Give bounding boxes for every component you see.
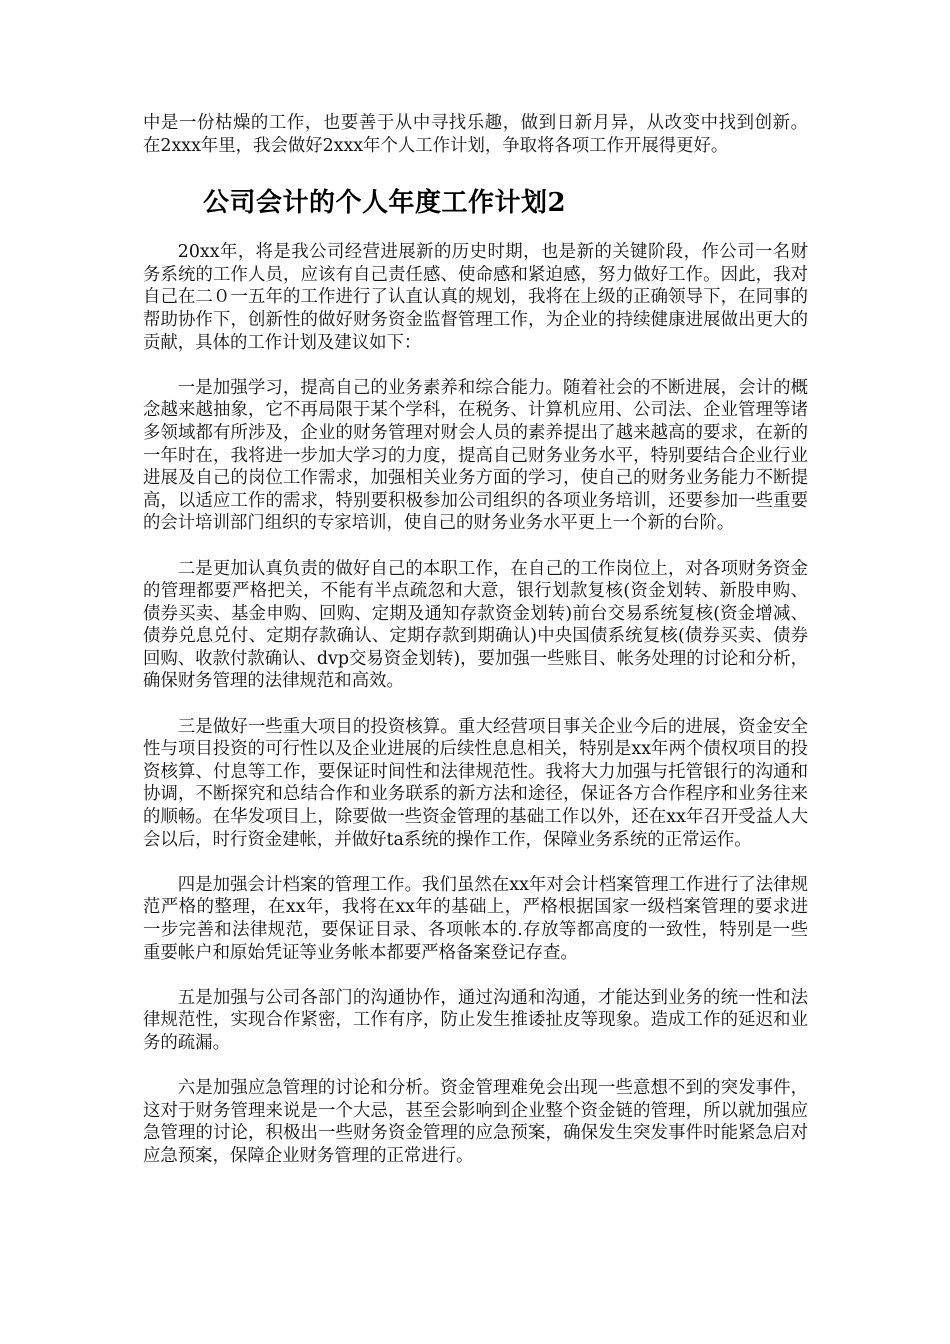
- document-page: [143, 112, 808, 1168]
- intro-paragraph: 中是一份枯燥的工作，也要善于从中寻找乐趣，做到日新月异，从改变中找到创新。 在2xxx年里，我会做好2xxx年个人工作计划，争取将各项工作开展得更好。: [143, 113, 808, 156]
- paragraph-item-3: 三是做好一些重大项目的投资核算。重大经营项目事关企业今后的进展，资金安全性与项目投资的可行性以及企业进展的后续性息息相关，特别是xx年两个债权项目的投资核算、付息等工作，要保证时间性和法律规范性。我将大力加强与托管银行的沟通和协调，不断探究和总结合作和业务联系的新方法和途径，保证各方合作程序和业务往来的顺畅。在华发项目上，除要做一些资金管理的基础工作以外，还在xx年召开受益人大会以后，时行资金建帐，并做好ta系统的操作工作，保障业务系统的正常运作。: [143, 716, 808, 850]
- paragraph-item-2: 二是更加认真负责的做好自己的本职工作，在自己的工作岗位上，对各项财务资金的管理都要严格把关，不能有半点疏忽和大意，银行划款复核(资金划转、新股申购、债券买卖、基金申购、回购、定期及通知存款资金划转)前台交易系统复核(资金增减、债券兑息兑付、定期存款确认、定期存款到期确认)中央国债系统复核(债券买卖、债券回购、收款付款确认、dvp交易资金划转)，要加强一些账目、帐务处理的讨论和分析，确保财务管理的法律规范和高效。: [143, 558, 808, 692]
- paragraph-item-5: 五是加强与公司各部门的沟通协作，通过沟通和沟通，才能达到业务的统一性和法律规范性，实现合作紧密，工作有序，防止发生推诿扯皮等现象。造成工作的延迟和业务的疏漏。: [143, 987, 808, 1053]
- paragraph-item-4: 四是加强会计档案的管理工作。我们虽然在xx年对会计档案管理工作进行了法律规范严格的整理，在xx年，我将在xx年的基础上，严格根据国家一级档案管理的要求进一步完善和法律规范，要保证目录、各项帐本的.存放等都高度的一致性，特别是一些重要帐户和原始凭证等业务帐本都要严格备案登记存查。: [143, 874, 808, 963]
- paragraph-item-6: 六是加强应急管理的讨论和分析。资金管理难免会出现一些意想不到的突发事件，这对于财务管理来说是一个大忌，甚至会影响到企业整个资金链的管理，所以就加强应急管理的讨论，积极出一些财务资金管理的应急预案，确保发生突发事件时能紧急启对应急预案，保障企业财务管理的正常进行。: [143, 1078, 808, 1166]
- paragraph-item-1: 一是加强学习，提高自己的业务素养和综合能力。随着社会的不断进展，会计的概念越来越抽象，它不再局限于某个学科，在税务、计算机应用、公司法、企业管理等诸多领域都有所涉及，企业的财务管理对财会人员的素养提出了越来越高的要求，在新的一年时在，我将进一步加大学习的力度，提高自己财务业务水平，特别要结合企业行业进展及自己的岗位工作需求，加强相关业务方面的学习，使自己的财务业务能力不断提高，以适应工作的需求，特别要积极参加公司组织的各项业务培训，还要参加一些重要的会计培训部门组织的专家培训，使自己的财务业务水平更上一个新的台阶。: [143, 377, 808, 534]
- paragraph-overview: 20xx年，将是我公司经营进展新的历史时期，也是新的关键阶段，作公司一名财务系统的工作人员，应该有自己责任感、使命感和紧迫感，努力做好工作。因此，我对自己在二０一五年的工作进行了认直认真的规划，我将在上级的正确领导下，在同事的帮助协作下，创新性的做好财务资金监督管理工作，为企业的持续健康进展做出更大的贡献，具体的工作计划及建议如下：: [143, 242, 808, 353]
- section-title: 公司会计的个人年度工作计划2: [203, 188, 567, 219]
